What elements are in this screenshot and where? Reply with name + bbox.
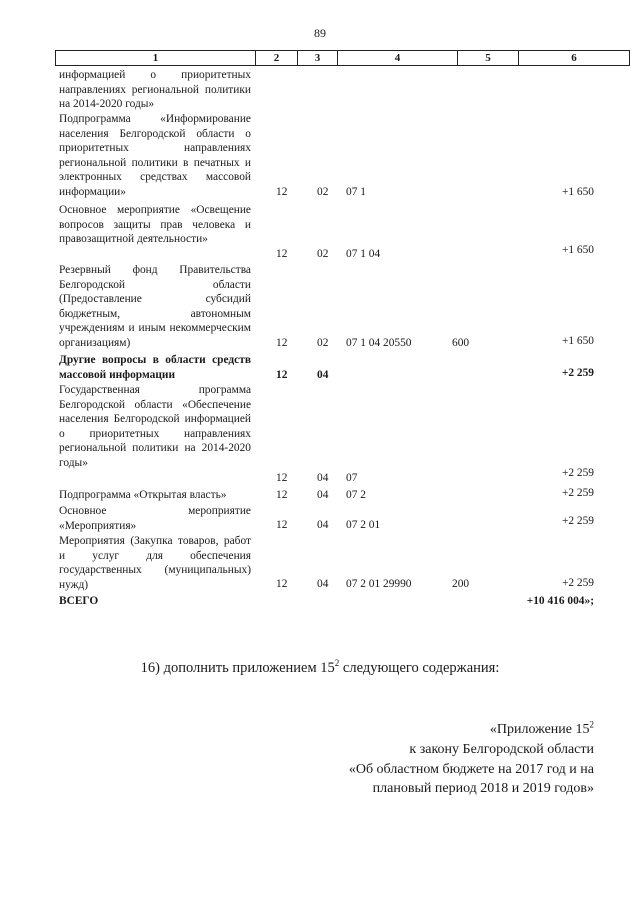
row-description: ВСЕГО	[59, 595, 99, 607]
row-amount: +2 259	[561, 515, 594, 527]
annex-line-2: к закону Белгородской области	[409, 742, 594, 757]
row-section: 12	[276, 248, 288, 260]
row-amount: +1 650	[561, 244, 594, 256]
row-subsection: 02	[317, 248, 329, 260]
row-amount: +10 416 004»;	[526, 595, 594, 607]
row-target-code: 07 1 04 20550	[346, 337, 412, 349]
row-target-code: 07 2 01 29990	[346, 578, 412, 590]
table-header	[55, 50, 630, 66]
row-target-code: 07 1 04	[346, 248, 381, 260]
row-expense-type: 600	[452, 337, 470, 349]
row-description: Другие вопросы в области средств массовой информации	[59, 354, 251, 381]
row-description: Резервный фонд Правительства Белгородской области (Предоставление субсидий бюджетным, автономным учреждениям и иным некоммерческим организациям)	[59, 264, 251, 349]
header-col-4: 4	[338, 51, 458, 65]
row-section: 12	[276, 578, 288, 590]
header-col-1: 1	[56, 51, 256, 65]
row-section: 12	[276, 337, 288, 349]
amendment-text	[0, 660, 640, 677]
header-col-5: 5	[458, 51, 519, 65]
row-description: Основное мероприятие «Мероприятия»	[59, 505, 251, 532]
row-description: Основное мероприятие «Освещение вопросов защиты прав человека и правозащитной деятельности»	[59, 204, 251, 246]
row-section: 12	[276, 519, 288, 531]
row-subsection: 04	[317, 578, 329, 590]
header-col-6: 6	[571, 52, 577, 64]
row-subsection: 02	[317, 186, 329, 198]
header-col-3: 3	[298, 51, 338, 65]
row-description: Государственная программа Белгородской области «Обеспечение населения Белгородской информацией о приоритетных направлениях региональной политики на 2014-2020 годы»	[59, 384, 251, 469]
row-target-code: 07 2 01	[346, 519, 381, 531]
row-expense-type: 200	[452, 578, 470, 590]
page-number: 89	[314, 26, 326, 40]
row-section: 12	[276, 489, 288, 501]
row-amount: +2 259	[561, 367, 594, 379]
row-subsection: 02	[317, 337, 329, 349]
amendment-sup: 2	[334, 658, 340, 669]
amendment-text-before: 16) дополнить приложением 15	[140, 660, 335, 676]
header-col-2: 2	[256, 51, 298, 65]
amendment-text-after: следующего содержания:	[339, 660, 500, 676]
row-subsection: 04	[317, 472, 329, 484]
row-amount: +1 650	[561, 335, 594, 347]
annex-line-1	[490, 720, 594, 739]
annex-sup: 2	[589, 719, 594, 730]
row-description: Подпрограмма «Информирование населения Белгородской области о приоритетных направлениях региональной политики в печатных и электронных средствах массовой информации»	[59, 113, 251, 198]
row-section: 12	[276, 369, 288, 381]
row-description: информацией о приоритетных направлениях региональной политики на 2014-2020 годы»	[59, 69, 251, 111]
annex-line-4: плановый период 2018 и 2019 годов»	[372, 781, 594, 796]
annex-title: «Приложение 15	[489, 722, 590, 737]
annex-line-3: «Об областном бюджете на 2017 год и на	[348, 762, 594, 777]
row-target-code: 07 2	[346, 489, 366, 501]
row-amount: +2 259	[561, 577, 594, 589]
row-target-code: 07 1	[346, 186, 366, 198]
row-section: 12	[276, 472, 288, 484]
row-target-code: 07	[346, 472, 358, 484]
row-description: Подпрограмма «Открытая власть»	[59, 489, 227, 501]
row-amount: +2 259	[561, 467, 594, 479]
row-subsection: 04	[317, 519, 329, 531]
row-subsection: 04	[317, 489, 329, 501]
row-amount: +1 650	[561, 186, 594, 198]
row-subsection: 04	[317, 369, 329, 381]
row-description: Мероприятия (Закупка товаров, работ и услуг для обеспечения государственных (муниципальных) нужд)	[59, 535, 251, 591]
row-amount: +2 259	[561, 487, 594, 499]
row-section: 12	[276, 186, 288, 198]
